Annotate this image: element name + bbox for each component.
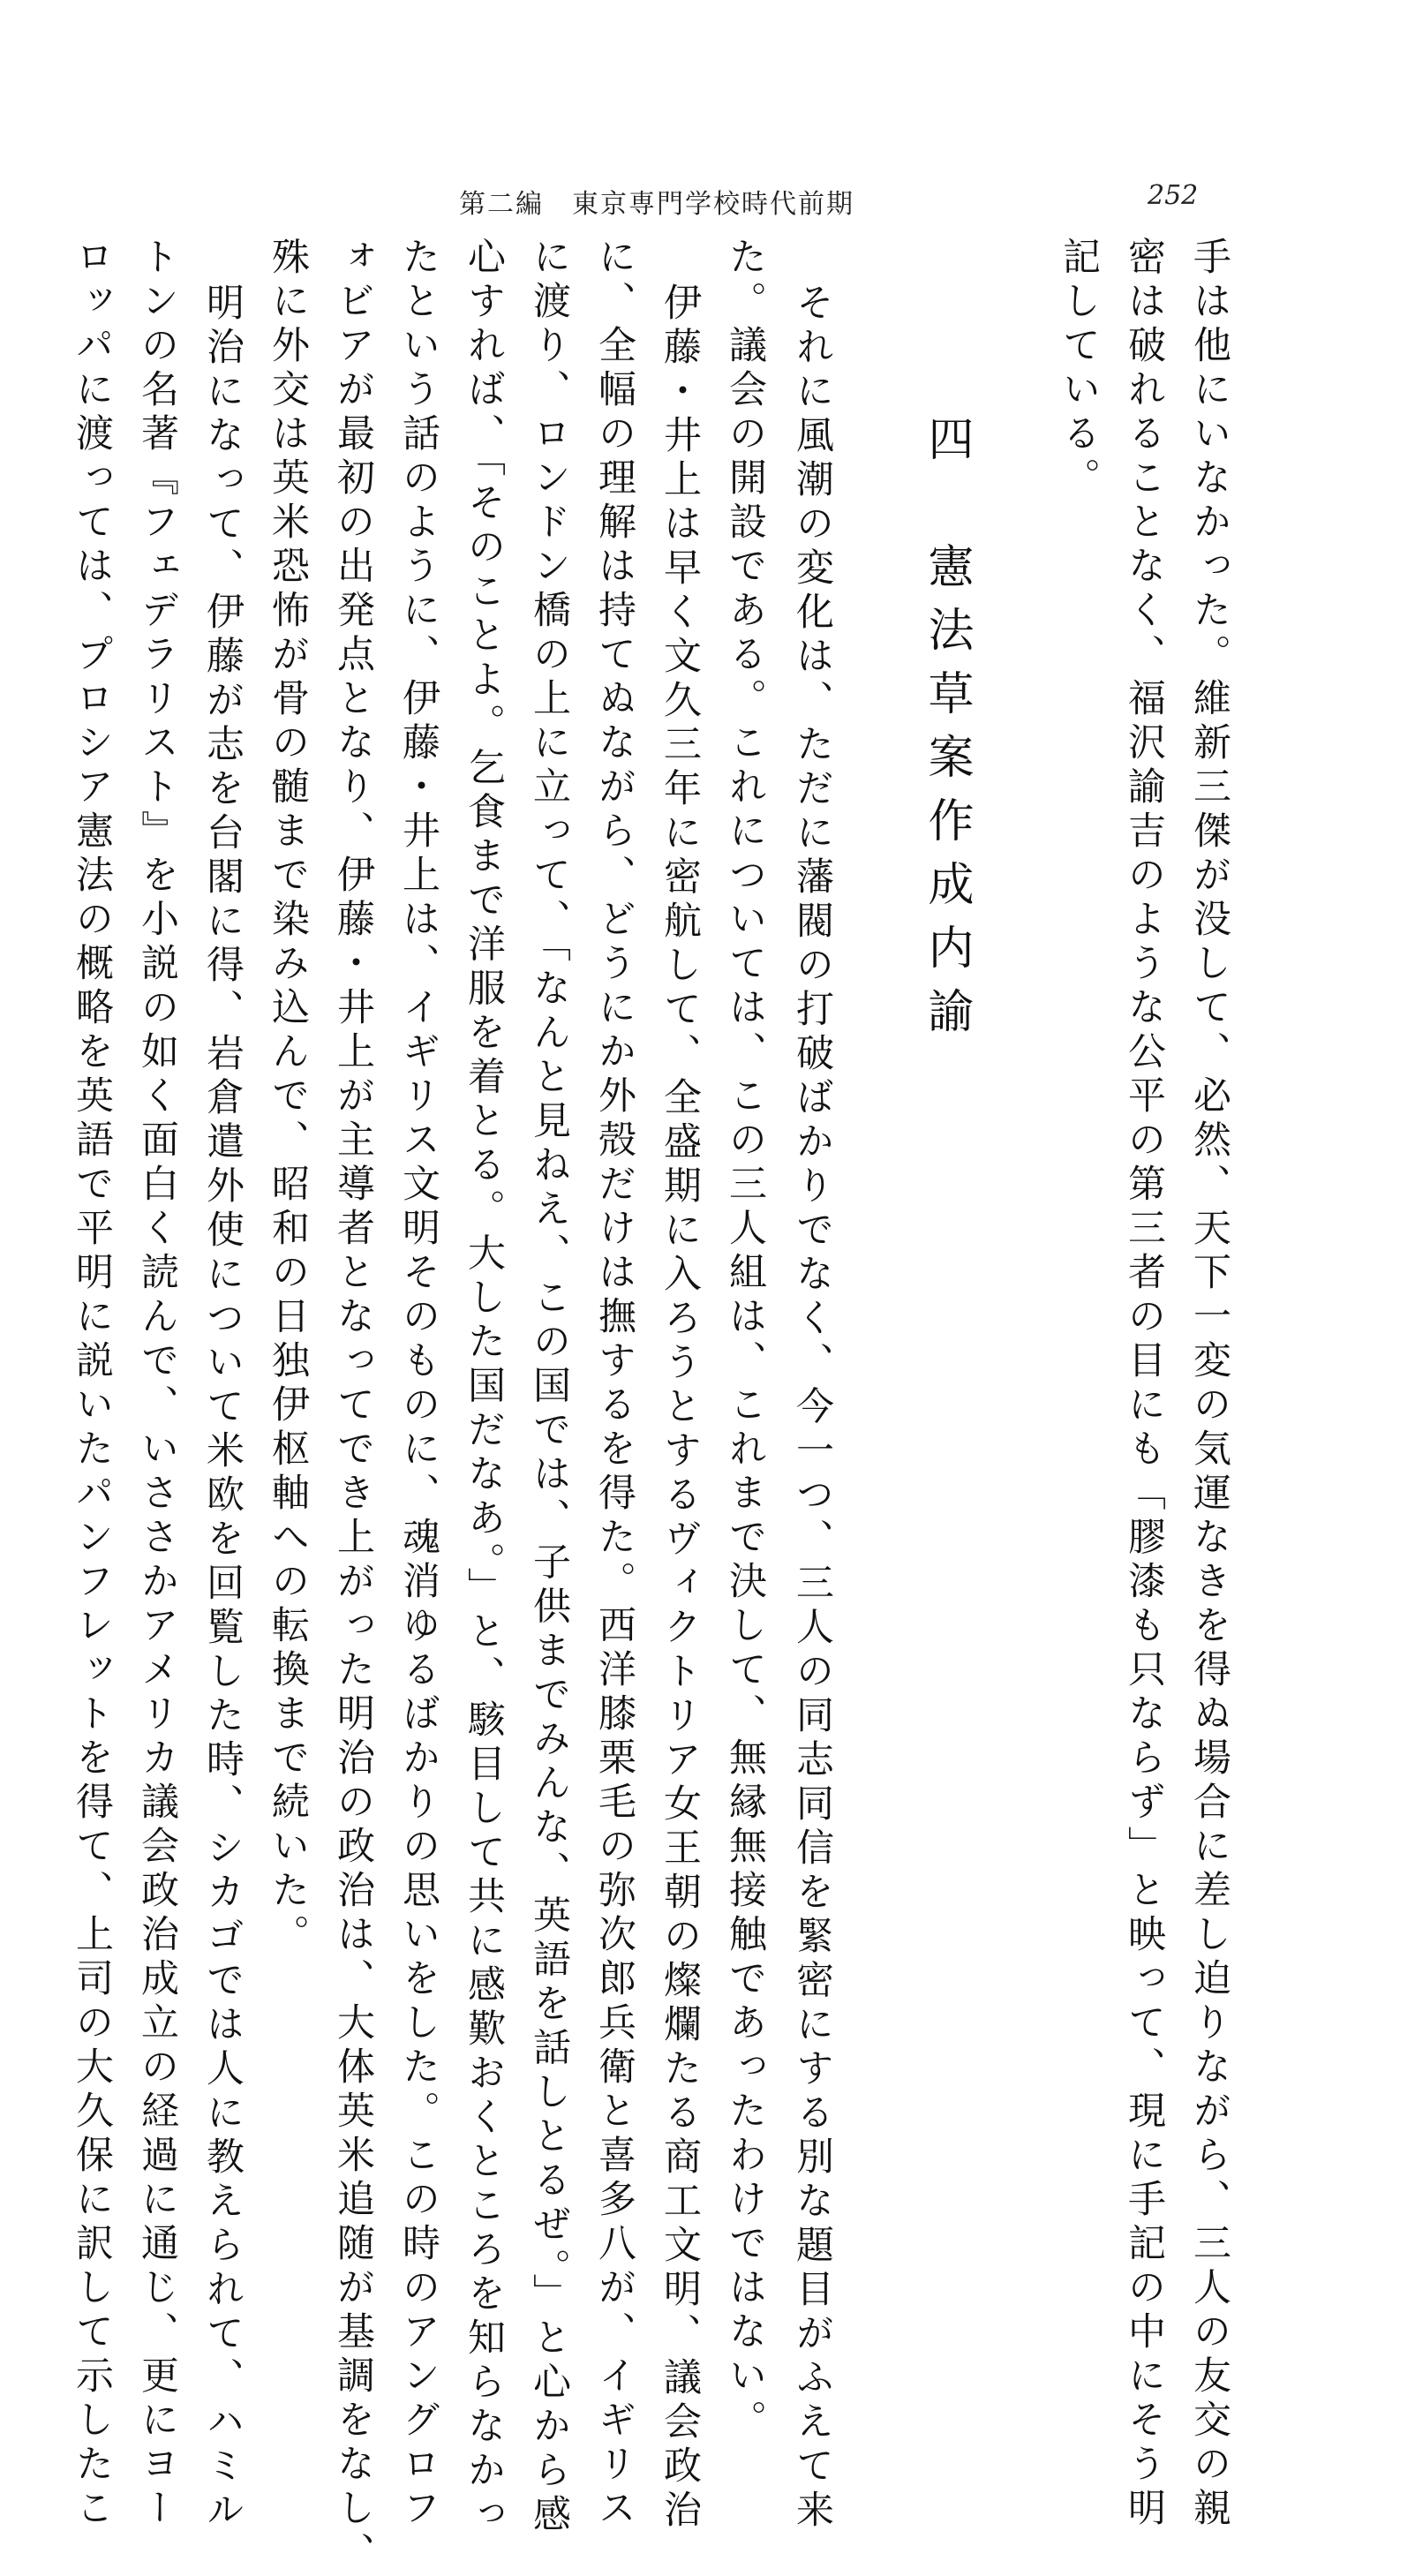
text-column: ロッパに渡っては、プロシア憲法の概略を英語で平明に説いたパンフレットを得て、上司の大久保に訳して示したこ [70, 237, 114, 2532]
text-column: に、全幅の理解は持てぬながら、どうにか外殻だけは撫するを得た。西洋膝栗毛の弥次郎兵衛と喜多八が、イギリス [592, 237, 636, 2532]
text-column: 心すれば、「そのことよ。乞食まで洋服を着とる。大した国だなあ。」と、駭目して共に感歎おくところを知らなかっ [462, 237, 506, 2538]
page-number: 252 [1148, 180, 1199, 211]
text-column: ォビアが最初の出発点となり、伊藤・井上が主導者となってでき上がった明治の政治は、大体英米追随が基調をなし、 [331, 237, 375, 2576]
text-column: た。議会の開設である。これについては、この三人組は、これまで決して、無縁無接触であったわけではない。 [723, 237, 767, 2444]
text-column: 明治になって、伊藤が志を台閣に得、岩倉遣外使について米欧を回覧した時、シカゴでは人に教えられて、ハミル [200, 282, 245, 2534]
text-column: 記している。 [1057, 237, 1101, 501]
text-column: 手は他にいなかった。維新三傑が没して、必然、天下一変の気運なきを得ぬ場合に差し迫りながら、三人の友交の親 [1187, 237, 1231, 2532]
text-column: それに風潮の変化は、ただに藩閥の打破ばかりでなく、今一つ、三人の同志同信を緊密にする別な題目がふえて来 [790, 282, 834, 2534]
text-column: 殊に外交は英米恐怖が骨の髄まで染み込んで、昭和の日独伊枢軸への転換まで続いた。 [266, 237, 310, 1958]
text-column: たという話のように、伊藤・井上は、イギリス文明そのものに、魂消ゆるばかりの思いをした。この時のアングロフ [396, 237, 440, 2532]
text-column: に渡り、ロンドン橋の上に立って、「なんと見ねえ、この国では、子供までみんな、英語を話しとるぜ。」と心から感 [527, 237, 571, 2538]
text-column: 密は破れることなく、福沢諭吉のような公平の第三者の目にも「膠漆も只ならず」と映って、現に手記の中にそう明 [1122, 237, 1166, 2532]
text-column: 伊藤・井上は早く文久三年に密航して、全盛期に入ろうとするヴィクトリア女王朝の燦爛たる商工文明、議会政治 [658, 282, 702, 2534]
running-header: 第二編 東京専門学校時代前期 [459, 189, 854, 220]
section-title: 四 憲法草案作成内諭 [920, 415, 973, 1051]
text-column: トンの名著『フェデラリスト』を小説の如く面白く読んで、いささかアメリカ議会政治成立の経過に通じ、更にヨー [135, 237, 179, 2532]
